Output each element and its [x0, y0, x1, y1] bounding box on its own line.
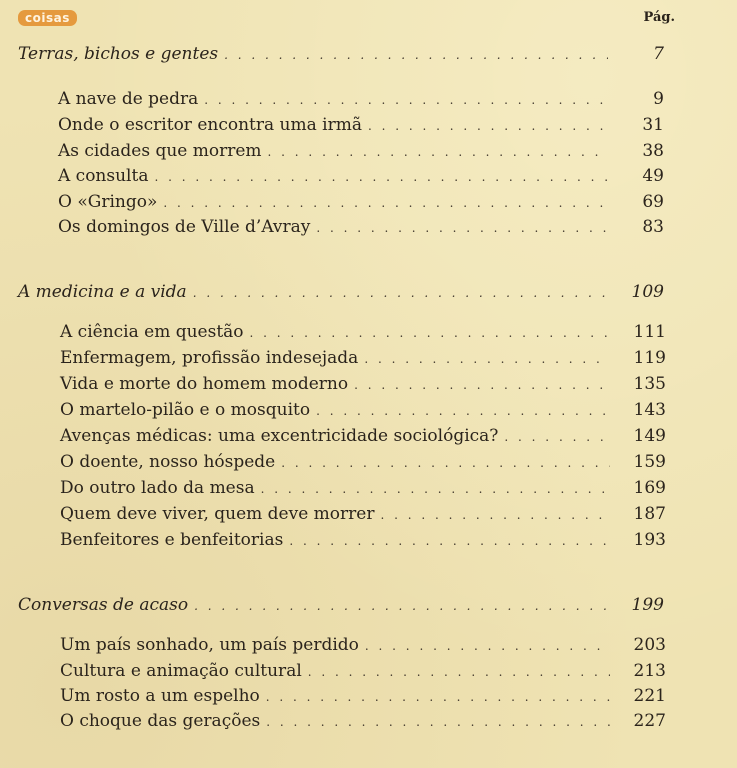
leader-dots — [224, 43, 608, 67]
toc-entry — [60, 320, 666, 344]
leader-dots — [354, 373, 610, 397]
leader-dots — [368, 114, 608, 138]
entry-page-number: 111 — [633, 322, 666, 342]
entry-page-number: 187 — [633, 504, 666, 524]
toc-entry — [60, 633, 666, 657]
entry-title: Enfermagem, profissão indesejada — [60, 348, 359, 368]
entry-page-number: 203 — [633, 635, 666, 655]
leader-dots — [365, 634, 610, 658]
entry-page-number: 193 — [633, 530, 666, 550]
toc-entry — [60, 528, 666, 552]
toc-entry — [60, 502, 666, 526]
toc-entry — [60, 346, 666, 370]
toc-entry — [60, 450, 666, 474]
toc-entry — [60, 709, 666, 733]
leader-dots — [281, 451, 610, 475]
toc-entry — [58, 113, 664, 137]
entry-page-number: 213 — [633, 661, 666, 681]
entry-title: O doente, nosso hóspede — [60, 452, 276, 472]
section-title: Conversas de acaso — [18, 595, 189, 615]
entry-title: Cultura e animação cultural — [60, 661, 302, 681]
entry-page-number: 149 — [633, 426, 666, 446]
entry-page-number: 9 — [653, 89, 664, 109]
section-page-number: 109 — [631, 282, 664, 302]
toc-entry — [58, 190, 664, 214]
entry-title: A nave de pedra — [58, 89, 199, 109]
entry-title: Benfeitores e benfeitorias — [60, 530, 284, 550]
toc-section-heading — [18, 593, 664, 617]
toc-entry — [58, 164, 664, 188]
entry-title: Avenças médicas: uma excentricidade sociológica? — [60, 426, 499, 446]
leader-dots — [250, 321, 610, 345]
leader-dots — [364, 347, 610, 371]
entry-page-number: 159 — [633, 452, 666, 472]
toc-entry — [58, 87, 664, 111]
toc-section-heading — [18, 280, 664, 304]
entry-title: A consulta — [58, 166, 149, 186]
entry-title: O choque das gerações — [60, 711, 261, 731]
entry-title: Do outro lado da mesa — [60, 478, 255, 498]
entry-title: Quem deve viver, quem deve morrer — [60, 504, 375, 524]
leader-dots — [316, 399, 610, 423]
leader-dots — [268, 140, 608, 164]
leader-dots — [261, 477, 610, 501]
section-title: Terras, bichos e gentes — [18, 44, 219, 64]
entry-page-number: 31 — [642, 115, 664, 135]
leader-dots — [204, 88, 608, 112]
entry-title: Vida e morte do homem moderno — [60, 374, 349, 394]
entry-title: Um rosto a um espelho — [60, 686, 260, 706]
entry-page-number: 49 — [642, 166, 664, 186]
entry-page-number: 227 — [633, 711, 666, 731]
entry-title: As cidades que morrem — [58, 141, 262, 161]
section-page-number: 7 — [653, 44, 664, 64]
toc-entry — [60, 659, 666, 683]
section-title: A medicina e a vida — [18, 282, 187, 302]
page-column-label: Pág. — [643, 10, 675, 25]
toc-entry — [60, 372, 666, 396]
toc-entry — [58, 139, 664, 163]
leader-dots — [308, 660, 610, 684]
leader-dots — [193, 281, 608, 305]
entry-page-number: 38 — [642, 141, 664, 161]
entry-page-number: 69 — [642, 192, 664, 212]
toc-entry — [60, 424, 666, 448]
toc-entry — [60, 684, 666, 708]
entry-title: O «Gringo» — [58, 192, 158, 212]
leader-dots — [266, 685, 610, 709]
leader-dots — [194, 594, 608, 618]
leader-dots — [266, 710, 610, 734]
entry-title: O martelo-pilão e o mosquito — [60, 400, 311, 420]
leader-dots — [289, 529, 610, 553]
entry-page-number: 119 — [633, 348, 666, 368]
leader-dots — [154, 165, 608, 189]
entry-title: Os domingos de Ville d’Avray — [58, 217, 311, 237]
toc-entry — [60, 476, 666, 500]
entry-page-number: 221 — [633, 686, 666, 706]
leader-dots — [163, 191, 608, 215]
watermark-logo: coisas — [18, 10, 77, 26]
entry-page-number: 143 — [633, 400, 666, 420]
leader-dots — [380, 503, 610, 527]
entry-title: A ciência em questão — [60, 322, 244, 342]
toc-entry — [60, 398, 666, 422]
toc-entry — [58, 215, 664, 239]
entry-page-number: 83 — [642, 217, 664, 237]
entry-title: Um país sonhado, um país perdido — [60, 635, 359, 655]
section-page-number: 199 — [631, 595, 664, 615]
leader-dots — [316, 216, 608, 240]
entry-page-number: 169 — [633, 478, 666, 498]
entry-title: Onde o escritor encontra uma irmã — [58, 115, 362, 135]
leader-dots — [504, 425, 610, 449]
entry-page-number: 135 — [633, 374, 666, 394]
toc-section-heading — [18, 42, 664, 66]
